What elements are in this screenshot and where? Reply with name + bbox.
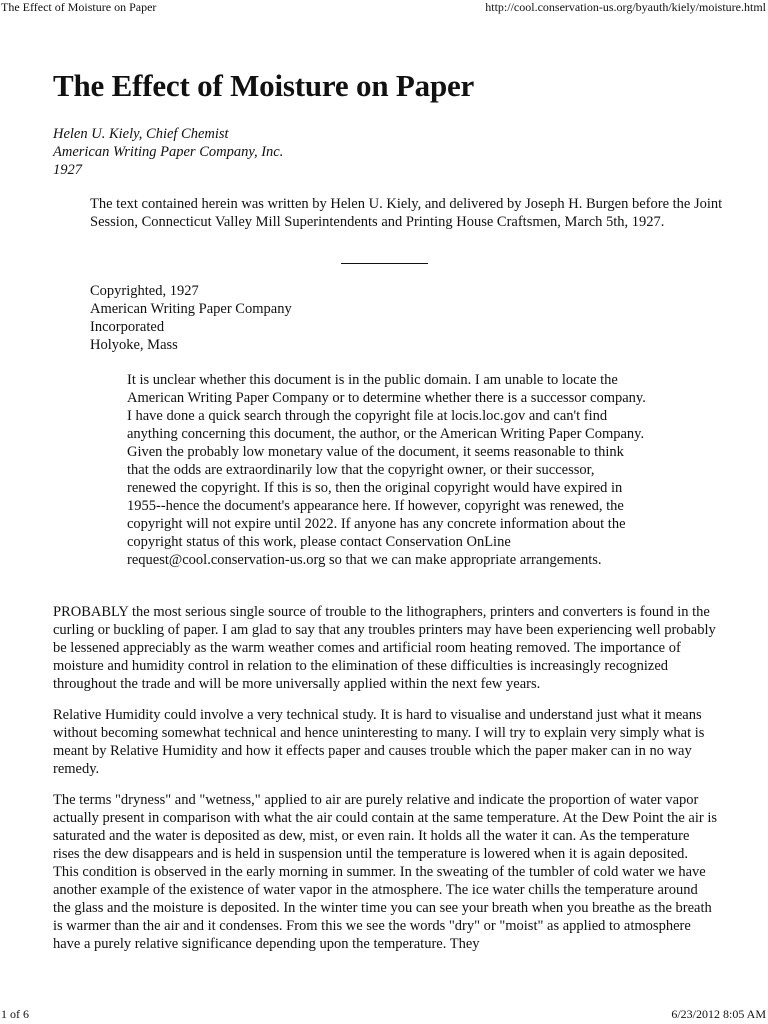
horizontal-rule [341,263,428,264]
copyright-block [90,282,292,354]
print-footer-datetime: 6/23/2012 8:05 AM [671,1007,766,1021]
article-body [53,603,717,966]
document-title: The Effect of Moisture on Paper [53,68,475,103]
copyright-notice: It is unclear whether this document is in the public domain. I am unable to locate the American Writing Paper Company or to determine whether there is a successor company. I have done a quick search through the copyright file at locis.loc.gov and can't find anything concerning this document, the author, or the American Writing Paper Company. Given the probably low monetary value of the document, it seems reasonable to think that the odds are extraordinarily low that the copyright owner, or their successor, renewed the copyright. If this is so, then the original copyright would have expired in 1955--hence the document's appearance here. If however, copyright was renewed, the copyright will not expire until 2022. If anyone has any concrete information about the copyright status of this work, please contact Conservation OnLine request@cool.conservation-us.org so that we can make appropriate arrangements. [127,372,646,568]
print-header-url: http://cool.conservation-us.org/byauth/kiely/moisture.html [485,0,766,14]
company-line: American Writing Paper Company, Inc. [53,144,284,160]
intro-paragraph: The text contained herein was written by Helen U. Kiely, and delivered by Joseph H. Burgen before the Joint Session, Connecticut Valley Mill Superintendents and Printing House Craftsmen, March 5th, 1927. [90,196,723,230]
body-paragraph: The terms "dryness" and "wetness," applied to air are purely relative and indicate the proportion of water vapor actually present in comparison with what the air could contain at the same temperature. At the Dew Point the air is saturated and the water is deposited as dew, mist, or even rain. It holds all the water it can. As the temperature rises the dew disappears and is held in suspension until the temperature is lowered when it is again deposited. This condition is observed in the early morning in summer. In the sweating of the tumbler of cold water we have another example of the existence of water vapor in the atmosphere. The ice water chills the temperature around the glass and the moisture is deposited. In the winter time you can see your breath when you breathe as the breath is warmer than the air and it condenses. From this we see the words "dry" or "moist" as applied to atmosphere have a purely relative significance depending upon the temperature. They [53,792,717,952]
body-paragraph: PROBABLY the most serious single source of trouble to the lithographers, printers and converters is found in the curling or buckling of paper. I am glad to say that any troubles printers may have been experiencing well probably be lessened appreciably as the warm weather comes and artificial room heating removed. The importance of moisture and humidity control in relation to the elimination of these difficulties is increasingly recognized throughout the trade and will be more universally applied within the next few years. [53,604,716,692]
year-line: 1927 [53,162,82,178]
copyright-line: Holyoke, Mass [90,337,178,353]
body-paragraph: Relative Humidity could involve a very technical study. It is hard to visualise and understand just what it means without becoming somewhat technical and hence uninteresting to many. I will try to explain very simply what is meant by Relative Humidity and how it effects paper and causes trouble which the paper maker can in no way remedy. [53,707,705,777]
copyright-line: American Writing Paper Company [90,301,292,317]
author-line: Helen U. Kiely, Chief Chemist [53,126,229,142]
copyright-line: Copyrighted, 1927 [90,283,199,299]
print-header-title: The Effect of Moisture on Paper [1,0,157,14]
byline [53,125,283,179]
copyright-line: Incorporated [90,319,165,335]
print-footer-page-count: 1 of 6 [1,1007,29,1021]
